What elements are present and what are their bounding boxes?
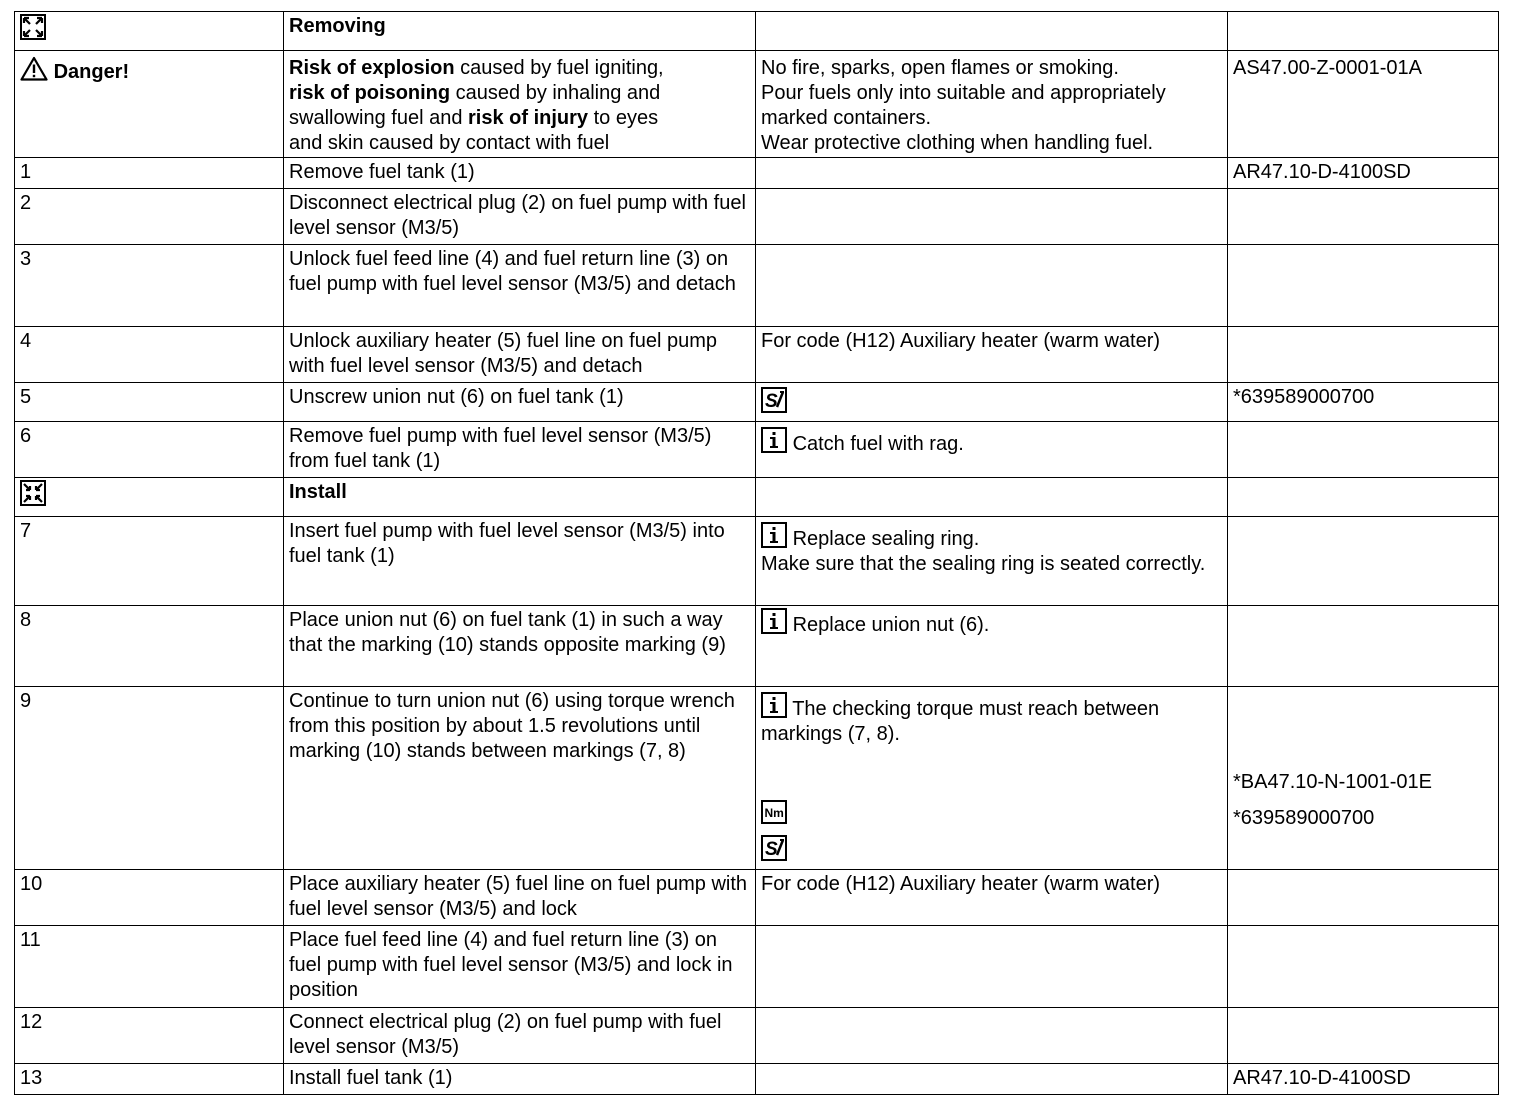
table-row: 7 Insert fuel pump with fuel level sensor (M3/5) into fuel tank (1) Replace sealing ring. Make sure that the sealing ring is seated correctly. — [15, 517, 1499, 606]
table-row: 8 Place union nut (6) on fuel tank (1) in such a way that the marking (10) stands opposite marking (9) Replace union nut (6). — [15, 606, 1499, 687]
table-row: 10 Place auxiliary heater (5) fuel line on fuel pump with fuel level sensor (M3/5) and lock For code (H12) Auxiliary heater (warm water) — [15, 870, 1499, 926]
info-icon — [761, 427, 787, 453]
table-row: 5 Unscrew union nut (6) on fuel tank (1) *639589000700 — [15, 383, 1499, 422]
contract-arrows-icon — [20, 480, 46, 506]
table-row: 12 Connect electrical plug (2) on fuel pump with fuel level sensor (M3/5) — [15, 1008, 1499, 1064]
torque-ref: *BA47.10-N-1001-01E — [1233, 770, 1433, 793]
info-icon — [761, 522, 787, 548]
danger-label: Danger! — [53, 61, 130, 83]
warning-triangle-icon — [20, 56, 48, 81]
table-row: 1 Remove fuel tank (1) AR47.10-D-4100SD — [15, 158, 1499, 189]
special-tool-icon — [761, 387, 787, 413]
table-row: 2 Disconnect electrical plug (2) on fuel pump with fuel level sensor (M3/5) — [15, 189, 1499, 245]
procedure-table — [14, 11, 1499, 1095]
section-title-install: Install — [284, 478, 756, 517]
section-row-install — [15, 478, 1499, 517]
danger-row — [15, 51, 1499, 158]
table-row: 11 Place fuel feed line (4) and fuel return line (3) on fuel pump with fuel level sensor (M3/5) and lock in position — [15, 926, 1499, 1008]
danger-precautions: No fire, sparks, open flames or smoking. Pour fuels only into suitable and appropriately marked containers. Wear protective clothing when handling fuel. — [756, 51, 1228, 158]
danger-ref: AS47.00-Z-0001-01A — [1228, 51, 1499, 158]
danger-description: Risk of explosion caused by fuel igniting, risk of poisoning caused by inhaling and swallowing fuel and risk of injury to eyes and skin caused by contact with fuel — [284, 51, 756, 158]
special-tool-icon — [761, 835, 787, 861]
info-icon — [761, 692, 787, 718]
table-row: 6 Remove fuel pump with fuel level sensor (M3/5) from fuel tank (1) Catch fuel with rag. — [15, 422, 1499, 478]
table-row: 13 Install fuel tank (1) AR47.10-D-4100SD — [15, 1064, 1499, 1095]
torque-nm-icon — [761, 800, 787, 824]
table-row: 3 Unlock fuel feed line (4) and fuel return line (3) on fuel pump with fuel level sensor (M3/5) and detach — [15, 245, 1499, 327]
section-title-removing: Removing — [284, 12, 756, 51]
table-row: 9 Continue to turn union nut (6) using torque wrench from this position by about 1.5 revolutions until marking (10) stands between markings (7, 8) The checking torque must reach between markings (7, 8). *BA47.10-N-1001-01E *639589000700 — [15, 687, 1499, 870]
section-row-removing — [15, 12, 1499, 51]
expand-arrows-icon — [20, 14, 46, 40]
tool-ref: *639589000700 — [1233, 806, 1375, 829]
info-icon — [761, 608, 787, 634]
table-row: 4 Unlock auxiliary heater (5) fuel line on fuel pump with fuel level sensor (M3/5) and detach For code (H12) Auxiliary heater (warm water) — [15, 327, 1499, 383]
